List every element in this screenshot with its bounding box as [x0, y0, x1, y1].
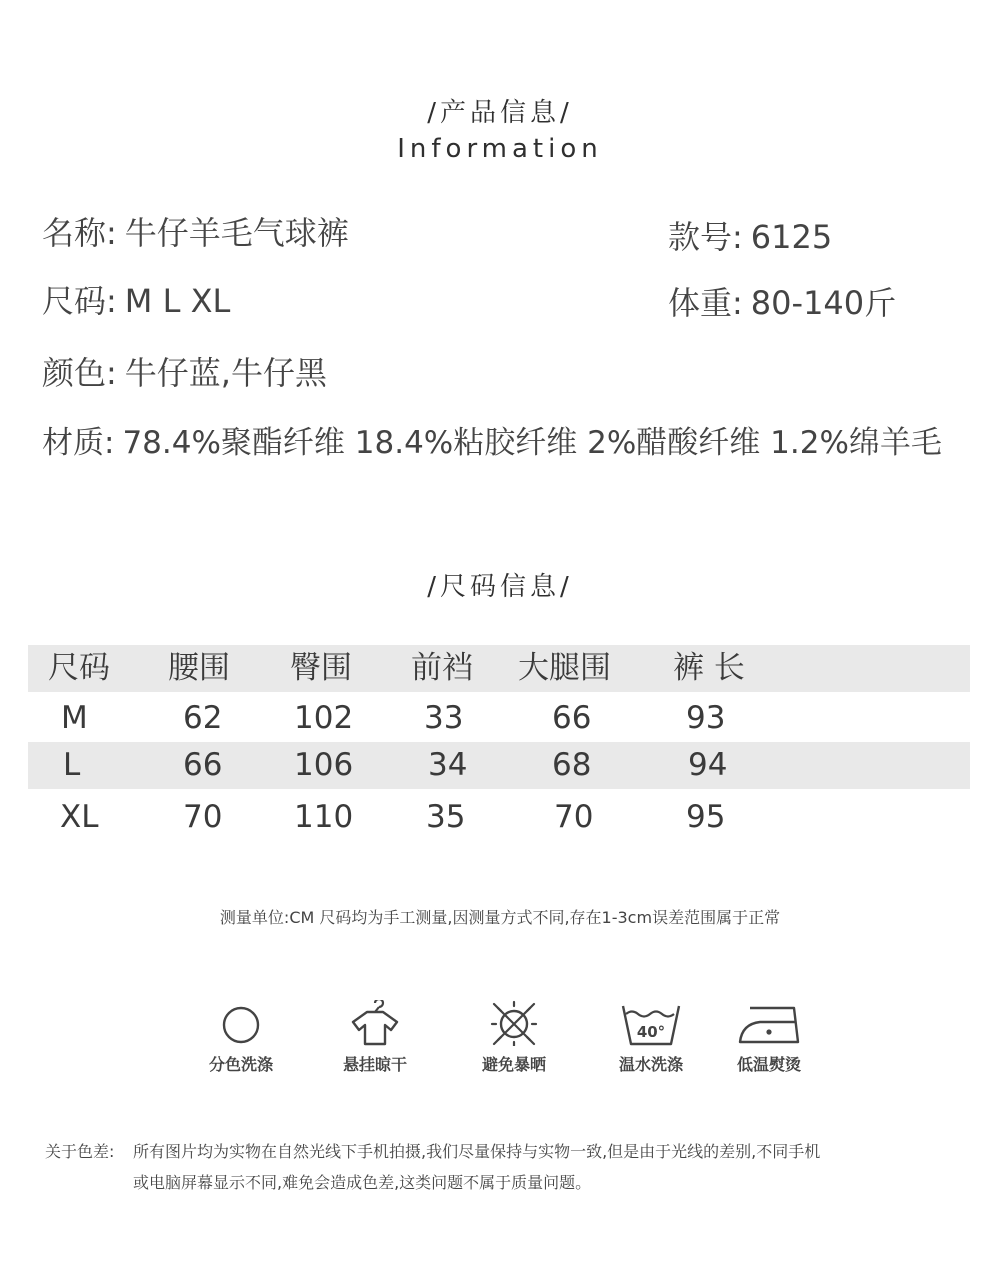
name-label: 名称: — [42, 214, 117, 252]
cell-waist: 66 — [183, 747, 223, 783]
wash-temperature: 40° — [636, 1023, 666, 1041]
care-label: 温水洗涤 — [618, 1055, 683, 1074]
product-name — [42, 208, 349, 254]
cell-size: XL — [60, 799, 99, 835]
header-hip: 臀围 — [290, 650, 352, 686]
cell-length: 95 — [686, 799, 726, 835]
cell-rise: 35 — [426, 799, 466, 835]
table-row — [28, 742, 970, 789]
care-label: 分色洗涤 — [208, 1055, 273, 1074]
product-style — [668, 212, 832, 258]
style-label: 款号: — [668, 218, 743, 256]
measurement-note: 测量单位:CM 尺码均为手工测量,因测量方式不同,存在1-3cm误差范围属于正常 — [219, 908, 781, 927]
hanging-shirt-icon — [345, 1000, 405, 1046]
cell-waist: 70 — [183, 799, 223, 835]
disclaimer-label: 关于色差: — [45, 1142, 115, 1161]
product-material — [42, 417, 942, 462]
care-label: 悬挂晾干 — [342, 1055, 407, 1074]
disclaimer-line-1: 所有图片均为实物在自然光线下手机拍摄,我们尽量保持与实物一致,但是由于光线的差别,不同手机 — [133, 1142, 821, 1161]
care-item-low-iron — [714, 1000, 824, 1075]
care-item-hang-dry — [320, 1000, 430, 1075]
header-thigh: 大腿围 — [518, 650, 611, 686]
care-item-warm-wash — [596, 1000, 706, 1075]
material-label: 材质: — [42, 425, 115, 461]
care-item-separate-wash — [186, 1000, 296, 1075]
cell-thigh: 66 — [552, 700, 592, 736]
table-row — [28, 695, 970, 742]
color-label: 颜色: — [42, 354, 117, 392]
care-label: 低温熨烫 — [736, 1055, 801, 1074]
weight-label: 体重: — [668, 284, 743, 322]
size-value: M L XL — [124, 282, 231, 320]
material-value: 78.4%聚酯纤维 18.4%粘胶纤维 2%醋酸纤维 1.2%绵羊毛 — [122, 425, 942, 461]
cell-hip: 110 — [294, 799, 354, 835]
no-sun-icon — [484, 1000, 544, 1046]
product-color — [42, 348, 327, 394]
size-section-title: /尺码信息/ — [427, 572, 573, 602]
cell-thigh: 68 — [552, 747, 592, 783]
header-size: 尺码 — [48, 650, 110, 686]
product-size — [42, 276, 230, 322]
cell-size: L — [63, 747, 81, 783]
cell-rise: 34 — [428, 747, 468, 783]
weight-value: 80-140斤 — [750, 284, 897, 322]
care-item-avoid-sun — [459, 1000, 569, 1075]
wash-40-icon — [619, 1000, 683, 1046]
table-row — [28, 794, 970, 841]
cell-size: M — [61, 700, 88, 736]
circle-icon — [218, 1000, 264, 1046]
header-rise: 前裆 — [411, 650, 473, 686]
iron-icon — [736, 1000, 802, 1046]
product-weight — [668, 278, 896, 324]
size-label: 尺码: — [42, 282, 117, 320]
style-value: 6125 — [750, 218, 833, 256]
header-waist: 腰围 — [168, 650, 230, 686]
color-value: 牛仔蓝,牛仔黑 — [124, 354, 327, 392]
product-section-title: /产品信息/ — [427, 98, 573, 128]
disclaimer — [45, 1135, 114, 1169]
care-label: 避免暴晒 — [481, 1055, 546, 1074]
cell-length: 94 — [688, 747, 728, 783]
table-header-row — [28, 645, 970, 692]
cell-hip: 106 — [294, 747, 354, 783]
header-length: 裤 长 — [673, 650, 745, 686]
name-value: 牛仔羊毛气球裤 — [124, 214, 349, 252]
product-section-subtitle: Information — [397, 134, 603, 164]
cell-rise: 33 — [424, 700, 464, 736]
cell-thigh: 70 — [554, 799, 594, 835]
disclaimer-line-2: 或电脑屏幕显示不同,难免会造成色差,这类问题不属于质量问题。 — [133, 1173, 592, 1192]
cell-length: 93 — [686, 700, 726, 736]
cell-hip: 102 — [294, 700, 354, 736]
cell-waist: 62 — [183, 700, 223, 736]
